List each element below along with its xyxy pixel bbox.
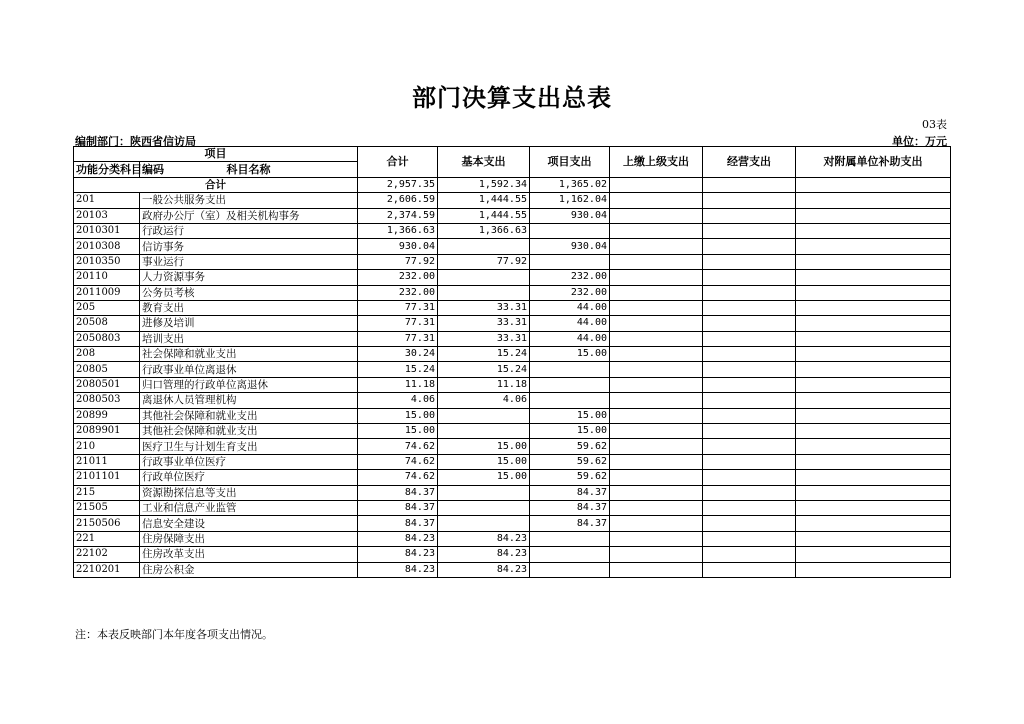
cell-total: 77.92 xyxy=(358,254,438,269)
table-row xyxy=(74,547,951,562)
cell-total: 74.62 xyxy=(358,470,438,485)
table-row xyxy=(74,300,951,315)
cell-upper xyxy=(610,439,703,454)
cell-total: 77.31 xyxy=(358,300,438,315)
cell-basic: 33.31 xyxy=(438,331,530,346)
cell-code: 210 xyxy=(74,439,140,454)
cell-project: 930.04 xyxy=(530,208,610,223)
cell-basic: 84.23 xyxy=(438,547,530,562)
cell-operating xyxy=(703,254,796,269)
cell-operating xyxy=(703,393,796,408)
header-code: 功能分类科目编码 xyxy=(74,162,140,177)
cell-total: 84.37 xyxy=(358,516,438,531)
cell-total: 74.62 xyxy=(358,439,438,454)
cell-name: 行政事业单位医疗 xyxy=(140,454,358,469)
cell-basic: 84.23 xyxy=(438,531,530,546)
cell-subsidy xyxy=(796,316,951,331)
table-row xyxy=(74,424,951,439)
table-row xyxy=(74,377,951,392)
total-cell-operating xyxy=(703,177,796,192)
cell-subsidy xyxy=(796,300,951,315)
cell-basic: 15.00 xyxy=(438,439,530,454)
cell-upper xyxy=(610,454,703,469)
cell-upper xyxy=(610,547,703,562)
cell-subsidy xyxy=(796,562,951,577)
cell-basic: 33.31 xyxy=(438,316,530,331)
cell-code: 205 xyxy=(74,300,140,315)
cell-project: 84.37 xyxy=(530,485,610,500)
cell-total: 74.62 xyxy=(358,454,438,469)
cell-upper xyxy=(610,193,703,208)
cell-project: 44.00 xyxy=(530,331,610,346)
cell-code: 20899 xyxy=(74,408,140,423)
cell-project: 1,162.04 xyxy=(530,193,610,208)
cell-subsidy xyxy=(796,208,951,223)
cell-total: 11.18 xyxy=(358,377,438,392)
cell-total: 4.06 xyxy=(358,393,438,408)
total-cell-upper xyxy=(610,177,703,192)
cell-code: 2011009 xyxy=(74,285,140,300)
cell-operating xyxy=(703,547,796,562)
cell-total: 232.00 xyxy=(358,285,438,300)
cell-project: 59.62 xyxy=(530,454,610,469)
cell-operating xyxy=(703,408,796,423)
cell-code: 2210201 xyxy=(74,562,140,577)
cell-upper xyxy=(610,408,703,423)
cell-upper xyxy=(610,362,703,377)
cell-name: 资源勘探信息等支出 xyxy=(140,485,358,500)
cell-operating xyxy=(703,300,796,315)
cell-basic: 15.00 xyxy=(438,454,530,469)
cell-project xyxy=(530,393,610,408)
cell-code: 221 xyxy=(74,531,140,546)
cell-upper xyxy=(610,485,703,500)
cell-code: 21505 xyxy=(74,500,140,515)
cell-subsidy xyxy=(796,500,951,515)
cell-operating xyxy=(703,208,796,223)
header-name: 科目名称 xyxy=(140,162,358,177)
cell-upper xyxy=(610,316,703,331)
cell-project: 44.00 xyxy=(530,300,610,315)
cell-operating xyxy=(703,500,796,515)
cell-basic xyxy=(438,285,530,300)
cell-project xyxy=(530,562,610,577)
cell-total: 2,606.59 xyxy=(358,193,438,208)
cell-project: 84.37 xyxy=(530,500,610,515)
cell-operating xyxy=(703,439,796,454)
cell-name: 工业和信息产业监管 xyxy=(140,500,358,515)
cell-name: 住房改革支出 xyxy=(140,547,358,562)
table-row xyxy=(74,347,951,362)
cell-code: 2010301 xyxy=(74,223,140,238)
table-row xyxy=(74,439,951,454)
header-operating: 经营支出 xyxy=(703,147,796,178)
page-title: 部门决算支出总表 xyxy=(412,83,612,112)
cell-name: 进修及培训 xyxy=(140,316,358,331)
cell-total: 77.31 xyxy=(358,331,438,346)
cell-total: 84.37 xyxy=(358,500,438,515)
cell-project xyxy=(530,531,610,546)
cell-basic xyxy=(438,516,530,531)
cell-project xyxy=(530,254,610,269)
cell-subsidy xyxy=(796,393,951,408)
cell-operating xyxy=(703,193,796,208)
table-row xyxy=(74,193,951,208)
cell-basic xyxy=(438,239,530,254)
cell-basic: 15.24 xyxy=(438,347,530,362)
table-row xyxy=(74,254,951,269)
cell-operating xyxy=(703,347,796,362)
cell-subsidy xyxy=(796,547,951,562)
cell-code: 2080501 xyxy=(74,377,140,392)
cell-operating xyxy=(703,470,796,485)
cell-total: 1,366.63 xyxy=(358,223,438,238)
cell-basic xyxy=(438,424,530,439)
cell-basic: 4.06 xyxy=(438,393,530,408)
cell-total: 84.23 xyxy=(358,531,438,546)
cell-total: 77.31 xyxy=(358,316,438,331)
cell-upper xyxy=(610,254,703,269)
cell-subsidy xyxy=(796,516,951,531)
cell-basic: 33.31 xyxy=(438,300,530,315)
cell-name: 其他社会保障和就业支出 xyxy=(140,408,358,423)
cell-operating xyxy=(703,562,796,577)
cell-basic: 84.23 xyxy=(438,562,530,577)
table-row xyxy=(74,285,951,300)
header-total: 合计 xyxy=(358,147,438,178)
header-basic: 基本支出 xyxy=(438,147,530,178)
cell-project: 84.37 xyxy=(530,516,610,531)
cell-upper xyxy=(610,424,703,439)
cell-code: 20103 xyxy=(74,208,140,223)
cell-operating xyxy=(703,285,796,300)
table-number: 03表 xyxy=(922,118,947,131)
cell-name: 行政运行 xyxy=(140,223,358,238)
cell-subsidy xyxy=(796,270,951,285)
cell-name: 一般公共服务支出 xyxy=(140,193,358,208)
cell-total: 30.24 xyxy=(358,347,438,362)
cell-code: 2101101 xyxy=(74,470,140,485)
cell-operating xyxy=(703,316,796,331)
cell-name: 离退休人员管理机构 xyxy=(140,393,358,408)
total-cell-project: 1,365.02 xyxy=(530,177,610,192)
cell-project: 15.00 xyxy=(530,424,610,439)
cell-name: 政府办公厅（室）及相关机构事务 xyxy=(140,208,358,223)
cell-operating xyxy=(703,424,796,439)
cell-code: 201 xyxy=(74,193,140,208)
cell-subsidy xyxy=(796,470,951,485)
cell-name: 医疗卫生与计划生育支出 xyxy=(140,439,358,454)
table-row xyxy=(74,485,951,500)
cell-upper xyxy=(610,377,703,392)
cell-code: 2089901 xyxy=(74,424,140,439)
cell-subsidy xyxy=(796,531,951,546)
header-project: 项目 xyxy=(74,147,358,162)
cell-subsidy xyxy=(796,223,951,238)
cell-operating xyxy=(703,531,796,546)
cell-name: 住房公积金 xyxy=(140,562,358,577)
cell-operating xyxy=(703,239,796,254)
cell-operating xyxy=(703,223,796,238)
cell-name: 社会保障和就业支出 xyxy=(140,347,358,362)
cell-subsidy xyxy=(796,439,951,454)
cell-operating xyxy=(703,485,796,500)
table-row xyxy=(74,454,951,469)
cell-code: 2010350 xyxy=(74,254,140,269)
cell-total: 15.00 xyxy=(358,408,438,423)
cell-upper xyxy=(610,531,703,546)
cell-name: 信访事务 xyxy=(140,239,358,254)
cell-basic: 1,366.63 xyxy=(438,223,530,238)
cell-subsidy xyxy=(796,331,951,346)
cell-basic: 15.24 xyxy=(438,362,530,377)
cell-total: 84.37 xyxy=(358,485,438,500)
cell-subsidy xyxy=(796,454,951,469)
total-cell-basic: 1,592.34 xyxy=(438,177,530,192)
cell-basic: 15.00 xyxy=(438,470,530,485)
cell-code: 208 xyxy=(74,347,140,362)
unit-label: 单位：万元 xyxy=(892,135,947,148)
cell-project: 44.00 xyxy=(530,316,610,331)
cell-code: 20508 xyxy=(74,316,140,331)
cell-upper xyxy=(610,393,703,408)
table-row xyxy=(74,362,951,377)
cell-project xyxy=(530,377,610,392)
total-cell-total: 2,957.35 xyxy=(358,177,438,192)
cell-operating xyxy=(703,516,796,531)
cell-subsidy xyxy=(796,254,951,269)
table-row xyxy=(74,223,951,238)
cell-code: 21011 xyxy=(74,454,140,469)
cell-name: 公务员考核 xyxy=(140,285,358,300)
table-row xyxy=(74,208,951,223)
cell-upper xyxy=(610,331,703,346)
cell-project xyxy=(530,547,610,562)
table-row xyxy=(74,316,951,331)
header-subsidy: 对附属单位补助支出 xyxy=(796,147,951,178)
cell-name: 培训支出 xyxy=(140,331,358,346)
cell-upper xyxy=(610,208,703,223)
cell-code: 22102 xyxy=(74,547,140,562)
cell-basic: 1,444.55 xyxy=(438,208,530,223)
table-row xyxy=(74,408,951,423)
department-label: 编制部门：陕西省信访局 xyxy=(75,135,196,148)
cell-code: 2050803 xyxy=(74,331,140,346)
cell-subsidy xyxy=(796,239,951,254)
cell-project: 59.62 xyxy=(530,470,610,485)
table-row xyxy=(74,500,951,515)
total-row xyxy=(74,177,951,192)
table-row xyxy=(74,562,951,577)
cell-subsidy xyxy=(796,424,951,439)
cell-upper xyxy=(610,562,703,577)
footnote: 注：本表反映部门本年度各项支出情况。 xyxy=(75,628,273,641)
cell-upper xyxy=(610,500,703,515)
cell-subsidy xyxy=(796,362,951,377)
cell-total: 15.00 xyxy=(358,424,438,439)
cell-total: 930.04 xyxy=(358,239,438,254)
cell-subsidy xyxy=(796,408,951,423)
cell-code: 20805 xyxy=(74,362,140,377)
cell-project xyxy=(530,362,610,377)
cell-basic: 77.92 xyxy=(438,254,530,269)
cell-basic xyxy=(438,485,530,500)
cell-code: 215 xyxy=(74,485,140,500)
header-upper: 上缴上级支出 xyxy=(610,147,703,178)
cell-total: 232.00 xyxy=(358,270,438,285)
cell-name: 住房保障支出 xyxy=(140,531,358,546)
cell-name: 行政单位医疗 xyxy=(140,470,358,485)
table-row xyxy=(74,516,951,531)
cell-operating xyxy=(703,331,796,346)
cell-total: 84.23 xyxy=(358,547,438,562)
cell-code: 20110 xyxy=(74,270,140,285)
cell-project: 59.62 xyxy=(530,439,610,454)
cell-subsidy xyxy=(796,485,951,500)
cell-upper xyxy=(610,223,703,238)
cell-subsidy xyxy=(796,377,951,392)
header-project-expenditure: 项目支出 xyxy=(530,147,610,178)
cell-name: 其他社会保障和就业支出 xyxy=(140,424,358,439)
cell-project: 930.04 xyxy=(530,239,610,254)
cell-code: 2010308 xyxy=(74,239,140,254)
cell-project xyxy=(530,223,610,238)
cell-upper xyxy=(610,347,703,362)
cell-basic xyxy=(438,500,530,515)
cell-name: 行政事业单位离退休 xyxy=(140,362,358,377)
cell-name: 归口管理的行政单位离退休 xyxy=(140,377,358,392)
total-label: 合计 xyxy=(74,177,358,192)
cell-upper xyxy=(610,270,703,285)
table-row xyxy=(74,331,951,346)
cell-operating xyxy=(703,454,796,469)
cell-subsidy xyxy=(796,193,951,208)
table-row xyxy=(74,393,951,408)
cell-operating xyxy=(703,270,796,285)
cell-code: 2150506 xyxy=(74,516,140,531)
cell-total: 15.24 xyxy=(358,362,438,377)
cell-project: 15.00 xyxy=(530,408,610,423)
cell-basic: 11.18 xyxy=(438,377,530,392)
cell-basic xyxy=(438,408,530,423)
cell-total: 2,374.59 xyxy=(358,208,438,223)
cell-name: 教育支出 xyxy=(140,300,358,315)
cell-name: 人力资源事务 xyxy=(140,270,358,285)
cell-project: 15.00 xyxy=(530,347,610,362)
cell-upper xyxy=(610,300,703,315)
cell-subsidy xyxy=(796,285,951,300)
cell-operating xyxy=(703,377,796,392)
cell-basic: 1,444.55 xyxy=(438,193,530,208)
table-row xyxy=(74,470,951,485)
cell-name: 信息安全建设 xyxy=(140,516,358,531)
cell-upper xyxy=(610,239,703,254)
cell-basic xyxy=(438,270,530,285)
cell-upper xyxy=(610,285,703,300)
expenditure-table xyxy=(73,146,951,578)
cell-upper xyxy=(610,516,703,531)
cell-project: 232.00 xyxy=(530,270,610,285)
table-row xyxy=(74,531,951,546)
cell-operating xyxy=(703,362,796,377)
cell-upper xyxy=(610,470,703,485)
cell-total: 84.23 xyxy=(358,562,438,577)
cell-subsidy xyxy=(796,347,951,362)
table-row xyxy=(74,239,951,254)
cell-name: 事业运行 xyxy=(140,254,358,269)
cell-project: 232.00 xyxy=(530,285,610,300)
cell-code: 2080503 xyxy=(74,393,140,408)
total-cell-subsidy xyxy=(796,177,951,192)
table-row xyxy=(74,270,951,285)
